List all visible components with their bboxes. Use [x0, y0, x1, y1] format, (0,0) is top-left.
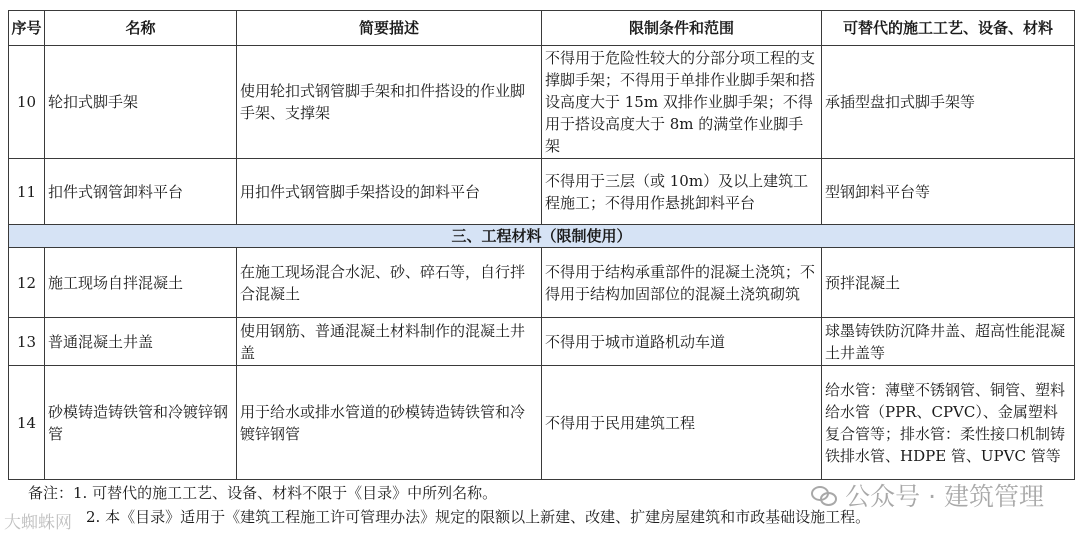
row-limit: 不得用于民用建筑工程 — [542, 366, 822, 480]
row-limit: 不得用于城市道路机动车道 — [542, 318, 822, 366]
row-name: 施工现场自拌混凝土 — [45, 248, 237, 318]
row-name: 扣件式钢管卸料平台 — [45, 159, 237, 225]
watermark-text: 公众号 · 建筑管理 — [845, 482, 1044, 511]
header-name: 名称 — [45, 11, 237, 46]
header-no: 序号 — [9, 11, 45, 46]
row-no: 10 — [9, 46, 45, 159]
note-1: 备注：1. 可替代的施工工艺、设备、材料不限于《目录》中所列名称。 — [28, 484, 498, 502]
row-desc: 在施工现场混合水泥、砂、碎石等，自行拌合混凝土 — [237, 248, 542, 318]
table-row — [9, 318, 1075, 366]
row-alt: 型钢卸料平台等 — [822, 159, 1075, 225]
row-no: 14 — [9, 366, 45, 480]
header-alt: 可替代的施工工艺、设备、材料 — [822, 11, 1075, 46]
table-row — [9, 159, 1075, 225]
row-desc: 用扣件式钢管脚手架搭设的卸料平台 — [237, 159, 542, 225]
row-limit: 不得用于危险性较大的分部分项工程的支撑脚手架；不得用于单排作业脚手架和搭设高度大于 15m 双排作业脚手架；不得用于搭设高度大于 8m 的满堂作业脚手架 — [542, 46, 822, 159]
table-row — [9, 366, 1075, 480]
row-alt: 预拌混凝土 — [822, 248, 1075, 318]
row-desc: 使用轮扣式钢管脚手架和扣件搭设的作业脚手架、支撑架 — [237, 46, 542, 159]
section-row — [9, 225, 1075, 248]
restriction-table — [8, 10, 1075, 480]
row-no: 12 — [9, 248, 45, 318]
row-alt: 承插型盘扣式脚手架等 — [822, 46, 1075, 159]
row-limit: 不得用于三层（或 10m）及以上建筑工程施工；不得用作悬挑卸料平台 — [542, 159, 822, 225]
watermark-secondary: 大蜘蛛网 — [4, 513, 72, 533]
header-limit: 限制条件和范围 — [542, 11, 822, 46]
notes — [28, 481, 870, 529]
note-2: 2. 本《目录》适用于《建筑工程施工许可管理办法》规定的限额以上新建、改建、扩建房屋建筑和市政基础设施工程。 — [86, 508, 871, 526]
wechat-icon — [811, 484, 837, 506]
table-row — [9, 248, 1075, 318]
row-no: 11 — [9, 159, 45, 225]
row-desc: 用于给水或排水管道的砂模铸造铸铁管和冷镀锌钢管 — [237, 366, 542, 480]
row-name: 轮扣式脚手架 — [45, 46, 237, 159]
row-name: 砂模铸造铸铁管和冷镀锌钢管 — [45, 366, 237, 480]
watermark — [811, 477, 1044, 513]
table-row — [9, 46, 1075, 159]
row-limit: 不得用于结构承重部件的混凝土浇筑；不得用于结构加固部位的混凝土浇筑砌筑 — [542, 248, 822, 318]
row-desc: 使用钢筋、普通混凝土材料制作的混凝土井盖 — [237, 318, 542, 366]
header-desc: 简要描述 — [237, 11, 542, 46]
section-title: 三、工程材料（限制使用） — [9, 225, 1075, 248]
row-name: 普通混凝土井盖 — [45, 318, 237, 366]
row-no: 13 — [9, 318, 45, 366]
row-alt: 球墨铸铁防沉降井盖、超高性能混凝土井盖等 — [822, 318, 1075, 366]
row-alt: 给水管：薄壁不锈钢管、铜管、塑料给水管（PPR、CPVC）、金属塑料复合管等；排水管：柔性接口机制铸铁排水管、HDPE 管、UPVC 管等 — [822, 366, 1075, 480]
table-header-row — [9, 11, 1075, 46]
